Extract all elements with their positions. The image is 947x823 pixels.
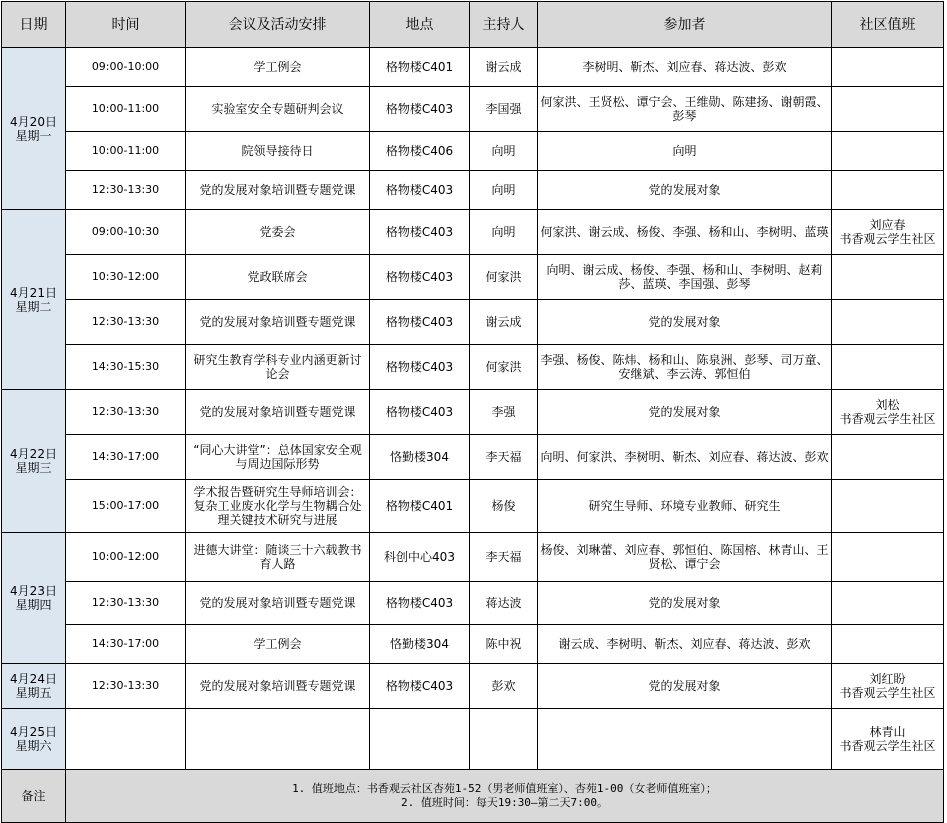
table-row xyxy=(2,664,944,709)
time-cell: 14:30-15:30 xyxy=(66,345,186,390)
weekday-label: 星期四 xyxy=(15,598,52,612)
time-cell: 12:30-13:30 xyxy=(66,582,186,625)
header-duty: 社区值班 xyxy=(832,2,944,48)
table-row xyxy=(2,255,944,300)
time-cell: 14:30-17:00 xyxy=(66,625,186,664)
activity-cell: 院领导接待日 xyxy=(186,132,370,171)
duty-cell xyxy=(832,132,944,171)
duty-cell xyxy=(832,533,944,582)
activity-cell xyxy=(186,709,370,770)
activity-cell: 党的发展对象培训暨专题党课 xyxy=(186,300,370,345)
participants-cell: 党的发展对象 xyxy=(538,664,832,709)
time-cell: 12:30-13:30 xyxy=(66,664,186,709)
host-cell: 李天福 xyxy=(470,533,538,582)
duty-cell xyxy=(832,87,944,132)
participants-cell: 党的发展对象 xyxy=(538,390,832,435)
table-row xyxy=(2,210,944,255)
activity-cell: 研究生教育学科专业内涵更新讨论会 xyxy=(186,345,370,390)
participants-cell: 党的发展对象 xyxy=(538,300,832,345)
time-cell xyxy=(66,709,186,770)
date-label: 4月22日 xyxy=(10,447,57,461)
host-cell: 谢云成 xyxy=(470,48,538,87)
participants-cell xyxy=(538,709,832,770)
activity-cell: 学工例会 xyxy=(186,625,370,664)
table-row xyxy=(2,87,944,132)
location-cell: 格物楼C403 xyxy=(370,664,470,709)
table-row xyxy=(2,480,944,533)
host-cell: 谢云成 xyxy=(470,300,538,345)
location-cell: 格物楼C403 xyxy=(370,390,470,435)
table-row xyxy=(2,435,944,480)
participants-cell: 向明 xyxy=(538,132,832,171)
participants-cell: 杨俊、刘琳蕾、刘应春、郭恒伯、陈国榕、林青山、王贤松、谭宁会 xyxy=(538,533,832,582)
table-row xyxy=(2,132,944,171)
duty-cell xyxy=(832,300,944,345)
table-row xyxy=(2,709,944,770)
duty-place: 书香观云学生社区 xyxy=(839,739,936,753)
table-row xyxy=(2,300,944,345)
host-cell xyxy=(470,709,538,770)
duty-cell xyxy=(832,210,944,255)
location-cell: 格物楼C403 xyxy=(370,87,470,132)
participants-cell: 谢云成、李树明、靳杰、刘应春、蒋达波、彭欢 xyxy=(538,625,832,664)
date-cell xyxy=(2,533,66,664)
location-cell: 格物楼C406 xyxy=(370,132,470,171)
duty-place: 书香观云学生社区 xyxy=(839,412,936,426)
duty-cell xyxy=(832,625,944,664)
participants-cell: 向明、何家洪、李树明、靳杰、刘应春、蒋达波、彭欢 xyxy=(538,435,832,480)
time-cell: 10:00-11:00 xyxy=(66,87,186,132)
location-cell: 格物楼C403 xyxy=(370,300,470,345)
time-cell: 10:00-12:00 xyxy=(66,533,186,582)
participants-cell: 党的发展对象 xyxy=(538,582,832,625)
note-line: 2. 值班时间：每天19:30—第二天7:00。 xyxy=(400,796,609,809)
time-cell: 15:00-17:00 xyxy=(66,480,186,533)
date-cell xyxy=(2,48,66,210)
activity-cell: 党的发展对象培训暨专题党课 xyxy=(186,582,370,625)
location-cell xyxy=(370,709,470,770)
notes-label: 备注 xyxy=(2,770,66,823)
activity-cell: 党的发展对象培训暨专题党课 xyxy=(186,390,370,435)
duty-cell xyxy=(832,171,944,210)
activity-cell: 党的发展对象培训暨专题党课 xyxy=(186,171,370,210)
host-cell: 蒋达波 xyxy=(470,582,538,625)
table-row xyxy=(2,625,944,664)
participants-cell: 李强、杨俊、陈炜、杨和山、陈泉洲、彭琴、司万童、安继斌、李云涛、郭恒伯 xyxy=(538,345,832,390)
weekday-label: 星期五 xyxy=(15,686,52,700)
duty-person: 刘红盼 xyxy=(869,672,906,686)
host-cell: 彭欢 xyxy=(470,664,538,709)
date-cell xyxy=(2,709,66,770)
location-cell: 格物楼C403 xyxy=(370,345,470,390)
participants-cell: 何家洪、谢云成、杨俊、李强、杨和山、李树明、蓝瑛 xyxy=(538,210,832,255)
notes-row xyxy=(2,770,944,823)
duty-cell xyxy=(832,664,944,709)
duty-cell xyxy=(832,48,944,87)
activity-cell: 实验室安全专题研判会议 xyxy=(186,87,370,132)
duty-cell xyxy=(832,709,944,770)
duty-person: 刘应春 xyxy=(869,218,906,232)
weekday-label: 星期二 xyxy=(15,299,52,314)
participants-cell: 党的发展对象 xyxy=(538,171,832,210)
location-cell: 格物楼C403 xyxy=(370,255,470,300)
activity-cell: 进德大讲堂：随谈三十六载教书育人路 xyxy=(186,533,370,582)
time-cell: 10:30-12:00 xyxy=(66,255,186,300)
weekday-label: 星期六 xyxy=(15,739,52,753)
header-row xyxy=(2,2,944,48)
time-cell: 12:30-13:30 xyxy=(66,171,186,210)
location-cell: 格物楼C403 xyxy=(370,582,470,625)
table-row xyxy=(2,171,944,210)
host-cell: 李国强 xyxy=(470,87,538,132)
host-cell: 向明 xyxy=(470,210,538,255)
header-activity: 会议及活动安排 xyxy=(186,2,370,48)
activity-cell: 学术报告暨研究生导师培训会：复杂工业废水化学与生物耦合处理关键技术研究与进展 xyxy=(186,480,370,533)
activity-cell: 党的发展对象培训暨专题党课 xyxy=(186,664,370,709)
date-cell xyxy=(2,390,66,533)
location-cell: 格物楼C401 xyxy=(370,48,470,87)
table-row xyxy=(2,390,944,435)
host-cell: 杨俊 xyxy=(470,480,538,533)
date-label: 4月24日 xyxy=(10,672,57,686)
duty-person: 刘松 xyxy=(875,398,900,412)
host-cell: 向明 xyxy=(470,132,538,171)
host-cell: 李天福 xyxy=(470,435,538,480)
duty-cell xyxy=(832,345,944,390)
date-label: 4月23日 xyxy=(10,584,57,598)
weekday-label: 星期一 xyxy=(15,128,52,143)
activity-cell: 学工例会 xyxy=(186,48,370,87)
duty-cell xyxy=(832,480,944,533)
participants-cell: 李树明、靳杰、刘应春、蒋达波、彭欢 xyxy=(538,48,832,87)
date-label: 4月21日 xyxy=(10,285,57,300)
participants-cell: 研究生导师、环境专业教师、研究生 xyxy=(538,480,832,533)
time-cell: 14:30-17:00 xyxy=(66,435,186,480)
table-row xyxy=(2,582,944,625)
duty-place: 书香观云学生社区 xyxy=(839,232,936,246)
location-cell: 恪勤楼304 xyxy=(370,625,470,664)
location-cell: 格物楼C403 xyxy=(370,210,470,255)
duty-cell xyxy=(832,435,944,480)
time-cell: 12:30-13:30 xyxy=(66,390,186,435)
notes-text xyxy=(66,770,944,823)
duty-cell xyxy=(832,582,944,625)
location-cell: 格物楼C403 xyxy=(370,171,470,210)
duty-person: 林青山 xyxy=(869,725,906,739)
host-cell: 向明 xyxy=(470,171,538,210)
time-cell: 09:00-10:30 xyxy=(66,210,186,255)
activity-cell: “同心大讲堂”：总体国家安全观与周边国际形势 xyxy=(186,435,370,480)
header-date: 日期 xyxy=(2,2,66,48)
date-label: 4月20日 xyxy=(10,114,57,129)
table-row xyxy=(2,345,944,390)
participants-cell: 何家洪、王贤松、谭宁会、王维勋、陈建扬、谢朝霞、彭琴 xyxy=(538,87,832,132)
table-row xyxy=(2,48,944,87)
note-line: 1. 值班地点：书香观云社区杏苑1-52（男老师值班室）、杏苑1-00（女老师值班室）； xyxy=(292,782,717,795)
time-cell: 12:30-13:30 xyxy=(66,300,186,345)
table-row xyxy=(2,533,944,582)
date-cell xyxy=(2,664,66,709)
header-location: 地点 xyxy=(370,2,470,48)
participants-cell: 向明、谢云成、杨俊、李强、杨和山、李树明、赵莉莎、蓝瑛、李国强、彭琴 xyxy=(538,255,832,300)
location-cell: 格物楼C401 xyxy=(370,480,470,533)
header-participants: 参加者 xyxy=(538,2,832,48)
host-cell: 陈中祝 xyxy=(470,625,538,664)
host-cell: 何家洪 xyxy=(470,255,538,300)
time-cell: 09:00-10:00 xyxy=(66,48,186,87)
activity-cell: 党政联席会 xyxy=(186,255,370,300)
host-cell: 何家洪 xyxy=(470,345,538,390)
activity-cell: 党委会 xyxy=(186,210,370,255)
date-cell xyxy=(2,210,66,390)
time-cell: 10:00-11:00 xyxy=(66,132,186,171)
schedule-table xyxy=(1,1,944,823)
weekday-label: 星期三 xyxy=(15,461,52,475)
header-host: 主持人 xyxy=(470,2,538,48)
host-cell: 李强 xyxy=(470,390,538,435)
location-cell: 恪勤楼304 xyxy=(370,435,470,480)
header-time: 时间 xyxy=(66,2,186,48)
location-cell: 科创中心403 xyxy=(370,533,470,582)
duty-cell xyxy=(832,390,944,435)
duty-place: 书香观云学生社区 xyxy=(839,686,936,700)
duty-cell xyxy=(832,255,944,300)
date-label: 4月25日 xyxy=(10,725,57,739)
